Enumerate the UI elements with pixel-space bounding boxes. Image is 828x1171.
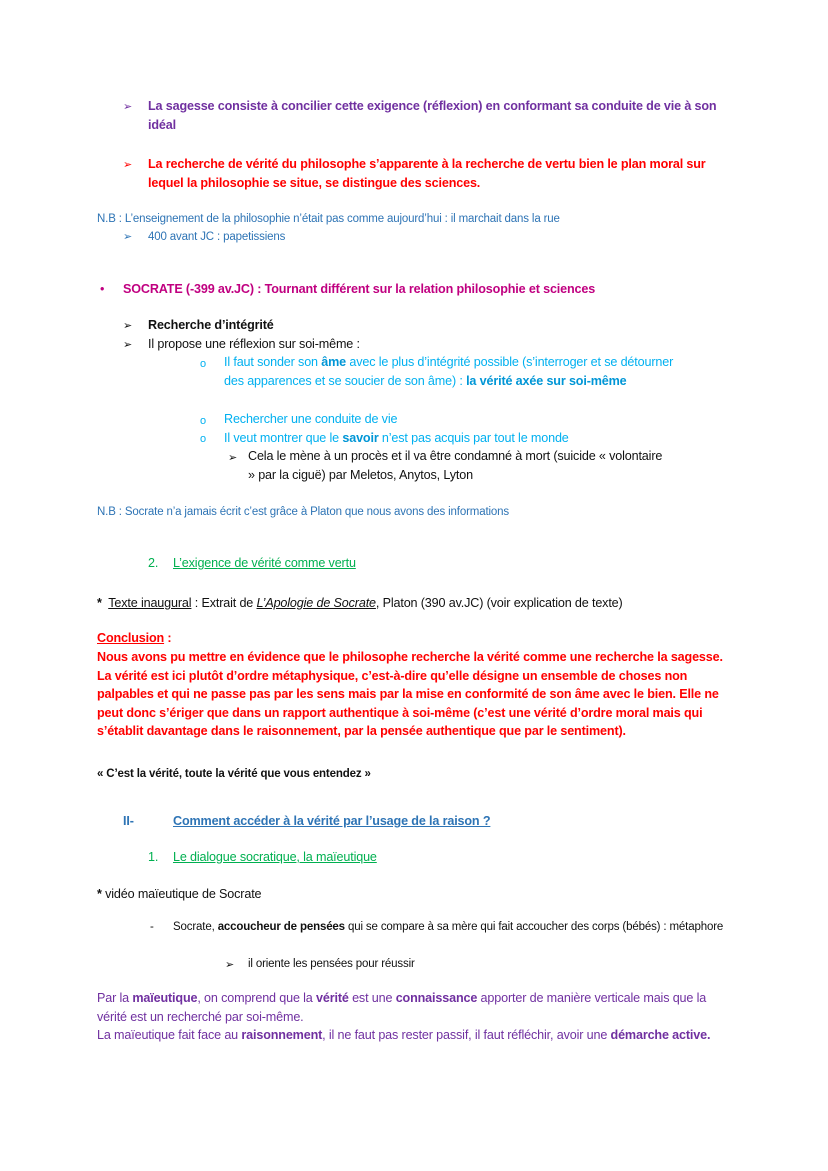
star-bullet-icon: * [97,596,102,610]
label: Texte inaugural [108,596,192,610]
text-bold: savoir [342,431,379,445]
text-bold: accoucheur de pensées [217,921,345,933]
dash-bullet-icon: - [150,921,154,933]
video-note [97,885,261,904]
text-bold: âme [321,355,347,369]
arrow-bullet-icon: ➢ [123,339,133,351]
text-bold: maïeutique [132,991,198,1005]
circle-bullet-icon: o [200,415,206,427]
note-platon: N.B : Socrate n’a jamais écrit c’est grâce à Platon que nous avons des informations [97,506,509,518]
circle-bullet-icon: o [200,433,206,445]
text: Par la [97,991,133,1005]
item-accoucheur [173,918,733,937]
part-title: Comment accéder à la vérité par l’usage de la raison ? [173,814,491,828]
text: : [164,631,172,645]
paragraph-sagesse: La sagesse consiste à concilier cette exigence (réflexion) en conformant sa conduite de vie à son idéal [148,99,717,132]
arrow-bullet-icon: ➢ [228,452,238,464]
item-propose: Il propose une réflexion sur soi-même : [148,337,360,351]
heading-socrate: SOCRATE (-399 av.JC) : Tournant différent sur la relation philosophie et sciences [123,282,596,296]
paragraph-recherche-verite: La recherche de vérité du philosophe s’apparente à la recherche de vertu bien le plan moral sur lequel la philosophie se situe, se distingue des sciences. [148,157,706,190]
texte-inaugural [97,594,623,613]
subitem-conduite: Rechercher une conduite de vie [224,412,398,426]
text: La maïeutique fait face au [97,1028,242,1042]
subitem-ame [224,353,694,390]
text-bold: vérité [316,991,349,1005]
text: apporter de manière verticale mais que la vérité est un recherché par soi-même. [97,991,707,1024]
circle-bullet-icon: o [200,358,206,370]
star-bullet-icon: * [97,887,102,901]
arrow-bullet-icon: ➢ [123,320,133,332]
item-oriente: il oriente les pensées pour réussir [248,958,415,970]
text: , il ne faut pas rester passif, il faut réfléchir, avoir une [322,1028,611,1042]
label: Conclusion [97,631,165,645]
note-enseignement: N.B : L’enseignement de la philosophie n’était pas comme aujourd’hui : il marchait dans la rue [97,213,560,225]
text: Il faut sonder son [224,355,322,369]
section-number: 2. [148,556,159,570]
item-proces: Cela le mène à un procès et il va être condamné à mort (suicide « volontaire » par la ciguë) par Meletos, Anytos, Lyton [248,449,663,482]
section-number: 1. [148,850,159,864]
book-title: L’Apologie de Socrate [256,596,376,610]
conclusion-body: Nous avons pu mettre en évidence que le philosophe recherche la vérité comme une recherche la sagesse. La vérité est ici plutôt d’ordre métaphysique, c’est-à-dire qu’elle désigne un ensemble de choses non palpables et qui ne passe pas par les sens mais par la mise en conformité de son âme avec le bien. Elle ne peut donc s’ériger que dans un rapport authentique à soi-même (c’est une vérité d’ordre moral mais qui s’établit davantage dans le raisonnement, par la pensée authentique que par le sentiment). [97,650,723,738]
text-bold: connaissance [395,991,478,1005]
arrow-bullet-icon: ➢ [225,959,235,971]
text: qui se compare à sa mère qui fait accoucher des corps (bébés) : métaphore [344,921,724,933]
text: n’est pas acquis par tout le monde [378,431,569,445]
text: , Platon (390 av.JC) (voir explication de texte) [375,596,623,610]
conclusion-quote: « C’est la vérité, toute la vérité que vous entendez » [97,768,371,780]
text: vidéo maïeutique de Socrate [105,887,262,901]
conclusion-heading [97,629,171,648]
part-number: II- [123,814,134,828]
arrow-bullet-icon: ➢ [123,159,133,171]
section-title-dialogue: Le dialogue socratique, la maïeutique [173,850,377,864]
subitem-savoir [224,429,569,448]
text: Socrate, [173,921,218,933]
dot-bullet-icon: • [100,282,105,296]
arrow-bullet-icon: ➢ [123,231,133,243]
item-integrite: Recherche d’intégrité [148,318,274,332]
text: avec le plus d’intégrité possible (s’interroger et se détourner des apparences et se soucier de son âme) : [224,355,674,388]
text: Il veut montrer que le [224,431,343,445]
arrow-bullet-icon: ➢ [123,101,133,113]
paragraph-maieutique [97,989,737,1045]
section-title-exigence: L’exigence de vérité comme vertu [173,556,356,570]
note-date: 400 avant JC : papetissiens [148,231,286,243]
text-bold: raisonnement [241,1028,323,1042]
text-bold: la vérité axée sur soi-même [466,373,627,388]
text: : Extrait de [191,596,257,610]
text: , on comprend que la [197,991,317,1005]
text: est une [348,991,396,1005]
text-bold: démarche active. [610,1028,711,1042]
